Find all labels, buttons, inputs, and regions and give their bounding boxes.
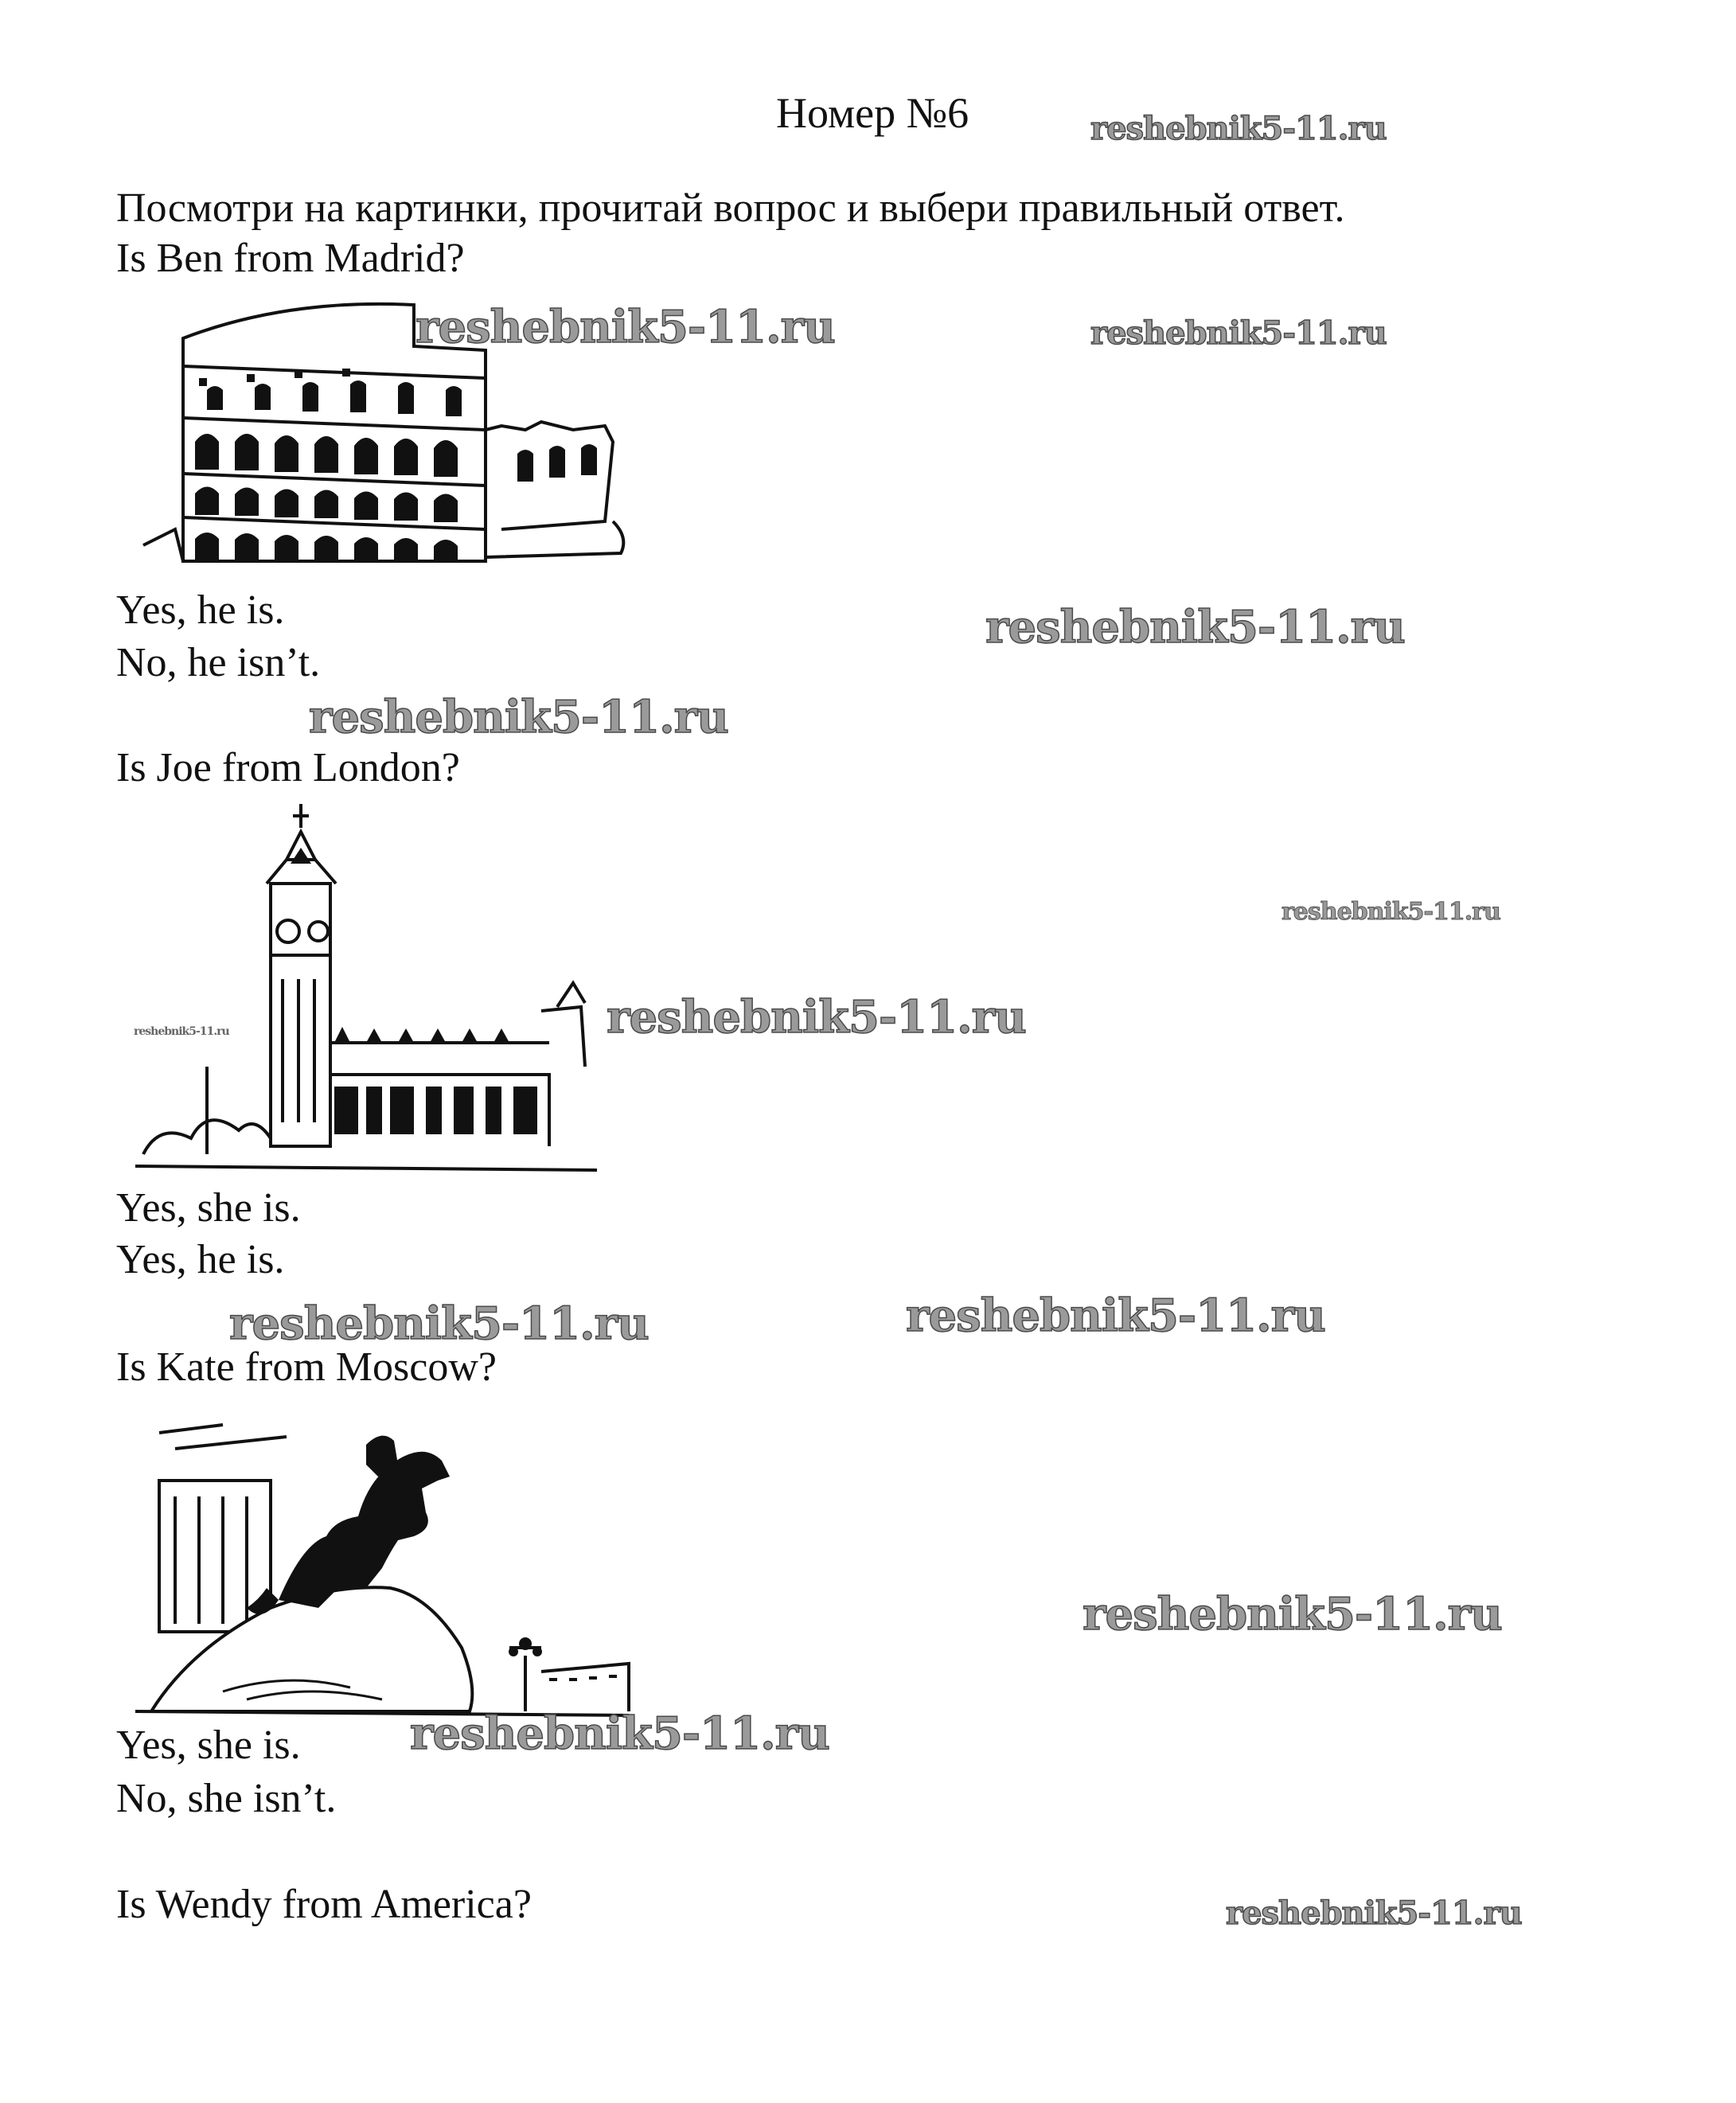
watermark: reshebnik5-11.ru <box>607 991 1026 1044</box>
instruction-text: Посмотри на картинки, прочитай вопрос и выбери правильный ответ. <box>116 185 1345 231</box>
page-title: Номер №6 <box>776 89 969 137</box>
watermark: reshebnik5-11.ru <box>1090 110 1387 147</box>
question-4: Is Wendy from America? <box>116 1882 532 1927</box>
watermark: reshebnik5-11.ru <box>1226 1894 1522 1932</box>
question-1: Is Ben from Madrid? <box>116 236 465 281</box>
answer-option: Yes, she is. <box>116 1185 301 1231</box>
watermark: reshebnik5-11.ru <box>1282 898 1500 926</box>
watermark: reshebnik5-11.ru <box>134 1025 229 1038</box>
watermark: reshebnik5-11.ru <box>906 1290 1325 1342</box>
big-ben-illustration <box>127 804 605 1178</box>
bronze-horseman-illustration <box>127 1409 637 1727</box>
watermark: reshebnik5-11.ru <box>229 1297 649 1350</box>
question-2: Is Joe from London? <box>116 745 460 790</box>
watermark: reshebnik5-11.ru <box>309 691 728 743</box>
answer-option: Yes, he is. <box>116 587 285 633</box>
answer-option: Yes, he is. <box>116 1237 285 1282</box>
question-3: Is Kate from Moscow? <box>116 1344 497 1390</box>
watermark: reshebnik5-11.ru <box>410 1707 829 1760</box>
watermark: reshebnik5-11.ru <box>1090 314 1387 352</box>
colosseum-illustration <box>127 291 645 581</box>
watermark: reshebnik5-11.ru <box>985 601 1405 654</box>
watermark: reshebnik5-11.ru <box>1083 1588 1502 1641</box>
watermark: reshebnik5-11.ru <box>415 301 835 353</box>
answer-option: No, she isn’t. <box>116 1776 337 1821</box>
answer-option: No, he isn’t. <box>116 640 321 685</box>
answer-option: Yes, she is. <box>116 1723 301 1768</box>
